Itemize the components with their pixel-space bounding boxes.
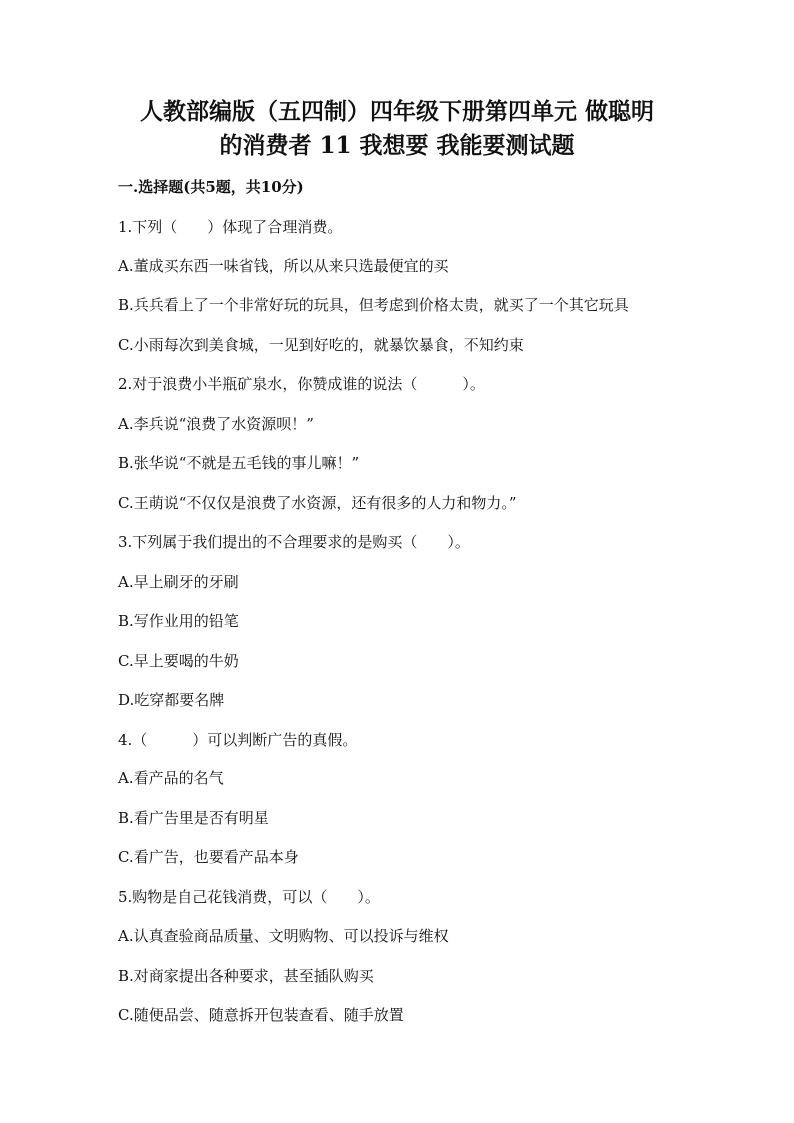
question-3-option-b: B.写作业用的铅笔 [118,612,239,630]
question-1-stem: 1.下列（ ）体现了合理消费。 [118,218,343,236]
question-3-stem: 3.下列属于我们提出的不合理要求的是购买（ ）。 [118,533,470,551]
question-2-stem: 2.对于浪费小半瓶矿泉水，你赞成谁的说法（ ）。 [118,375,485,393]
question-5-option-a: A.认真查验商品质量、文明购物、可以投诉与维权 [118,927,449,945]
question-1-option-c: C.小雨每次到美食城，一见到好吃的，就暴饮暴食，不知约束 [118,336,524,354]
question-1-option-a: A.董成买东西一味省钱，所以从来只选最便宜的买 [118,257,449,275]
question-2-option-c: C.王萌说“不仅仅是浪费了水资源，还有很多的人力和物力。” [118,494,517,512]
question-1-option-b: B.兵兵看上了一个非常好玩的玩具，但考虑到价格太贵，就买了一个其它玩具 [118,296,629,314]
question-3-option-a: A.早上刷牙的牙刷 [118,573,239,591]
document-title-line-1: 人教部编版（五四制）四年级下册第四单元 做聪明 [139,98,654,125]
question-2-option-a: A.李兵说“浪费了水资源呗！” [118,415,314,433]
question-2-option-b: B.张华说“不就是五毛钱的事儿嘛！” [118,454,360,472]
document-title-line-2: 的消费者 11 我想要 我能要测试题 [219,132,575,159]
question-5-stem: 5.购物是自己花钱消费，可以（ ）。 [118,888,380,906]
section-heading: 一.选择题(共5题，共10分) [118,178,304,196]
question-4-option-c: C.看广告，也要看产品本身 [118,848,299,866]
question-3-option-d: D.吃穿都要名牌 [118,691,225,709]
question-5-option-c: C.随便品尝、随意拆开包装查看、随手放置 [118,1006,404,1024]
question-4-stem: 4.（ ）可以判断广告的真假。 [118,731,358,749]
question-4-option-a: A.看产品的名气 [118,769,224,787]
question-3-option-c: C.早上要喝的牛奶 [118,652,239,670]
question-4-option-b: B.看广告里是否有明星 [118,809,269,827]
question-5-option-b: B.对商家提出各种要求，甚至插队购买 [118,967,374,985]
